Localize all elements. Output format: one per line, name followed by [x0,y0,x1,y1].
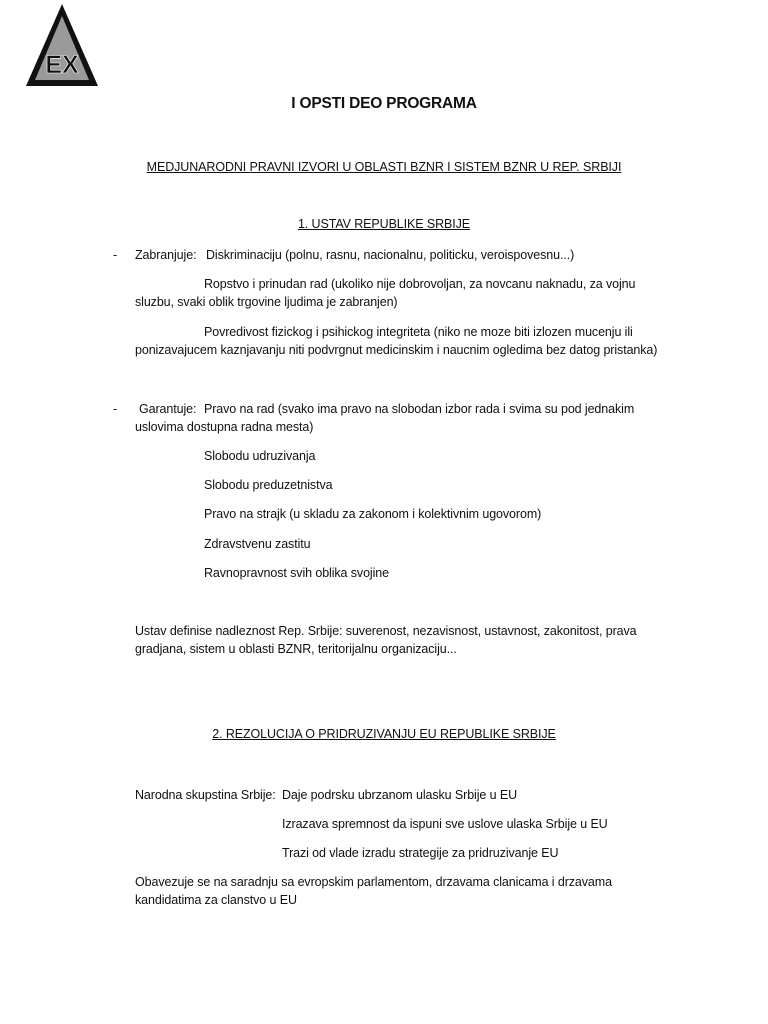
page-title: I OPSTI DEO PROGRAMA [291,95,477,112]
zabranjuje-label: Zabranjuje: [135,248,197,262]
section2-heading: 2. REZOLUCIJA O PRIDRUZIVANJU EU REPUBLIKE SRBIJE [212,727,556,741]
zabranjuje-bullet: - [113,248,118,262]
garantuje-item: Ravnopravnost svih oblika svojine [204,566,389,580]
zabranjuje-item-3-line2: ponizavajucem kaznjavanju niti podvrgnut medicinskim i naucnim ogledima bez datog pristanka) [135,343,658,357]
zabranjuje-item-2-line2: sluzbu, svaki oblik trgovine ljudima je zabranjen) [135,295,398,309]
ustav-paragraph-line1: Ustav definise nadleznost Rep. Srbije: suverenost, nezavisnost, ustavnost, zakonitost, prava [135,624,637,638]
zabranjuje-item-3-line1: Povredivost fizickog i psihickog integriteta (niko ne moze biti izlozen mucenju ili [204,325,633,339]
garantuje-item: Slobodu udruzivanja [204,449,316,463]
garantuje-item-1-line1: Pravo na rad (svako ima pravo na slobodan izbor rada i svima su pod jednakim [204,402,635,416]
skupstina-label: Narodna skupstina Srbije: [135,788,276,802]
obavezuje-paragraph-line1: Obavezuje se na saradnju sa evropskim parlamentom, drzavama clanicama i drzavama [135,875,612,889]
garantuje-item: Slobodu preduzetnistva [204,478,333,492]
zabranjuje-item-2-line1: Ropstvo i prinudan rad (ukoliko nije dobrovoljan, za novcanu naknadu, za vojnu [204,277,636,291]
ex-triangle-icon [24,2,100,88]
garantuje-bullet: - [113,402,118,416]
skupstina-item-2: Izrazava spremnost da ispuni sve uslove ulaska Srbije u EU [282,817,608,831]
page-subtitle: MEDJUNARODNI PRAVNI IZVORI U OBLASTI BZNR I SISTEM BZNR U REP. SRBIJI [146,160,622,174]
garantuje-label: Garantuje: [139,402,197,416]
ex-warning-logo [24,2,100,88]
garantuje-item-1-line2: uslovima dostupna radna mesta) [135,420,314,434]
ex-logo-text: EX [45,51,79,79]
ustav-paragraph-line2: gradjana, sistem u oblasti BZNR, teritorijalnu organizaciju... [135,642,457,656]
section1-heading: 1. USTAV REPUBLIKE SRBIJE [297,217,471,231]
obavezuje-paragraph-line2: kandidatima za clanstvo u EU [135,893,297,907]
garantuje-item: Zdravstvenu zastitu [204,537,311,551]
skupstina-item-3: Trazi od vlade izradu strategije za pridruzivanje EU [282,846,559,860]
zabranjuje-item-1: Diskriminaciju (polnu, rasnu, nacionalnu, politicku, veroispovesnu...) [206,248,575,262]
skupstina-item-1: Daje podrsku ubrzanom ulasku Srbije u EU [282,788,518,802]
garantuje-item: Pravo na strajk (u skladu za zakonom i kolektivnim ugovorom) [204,507,542,521]
